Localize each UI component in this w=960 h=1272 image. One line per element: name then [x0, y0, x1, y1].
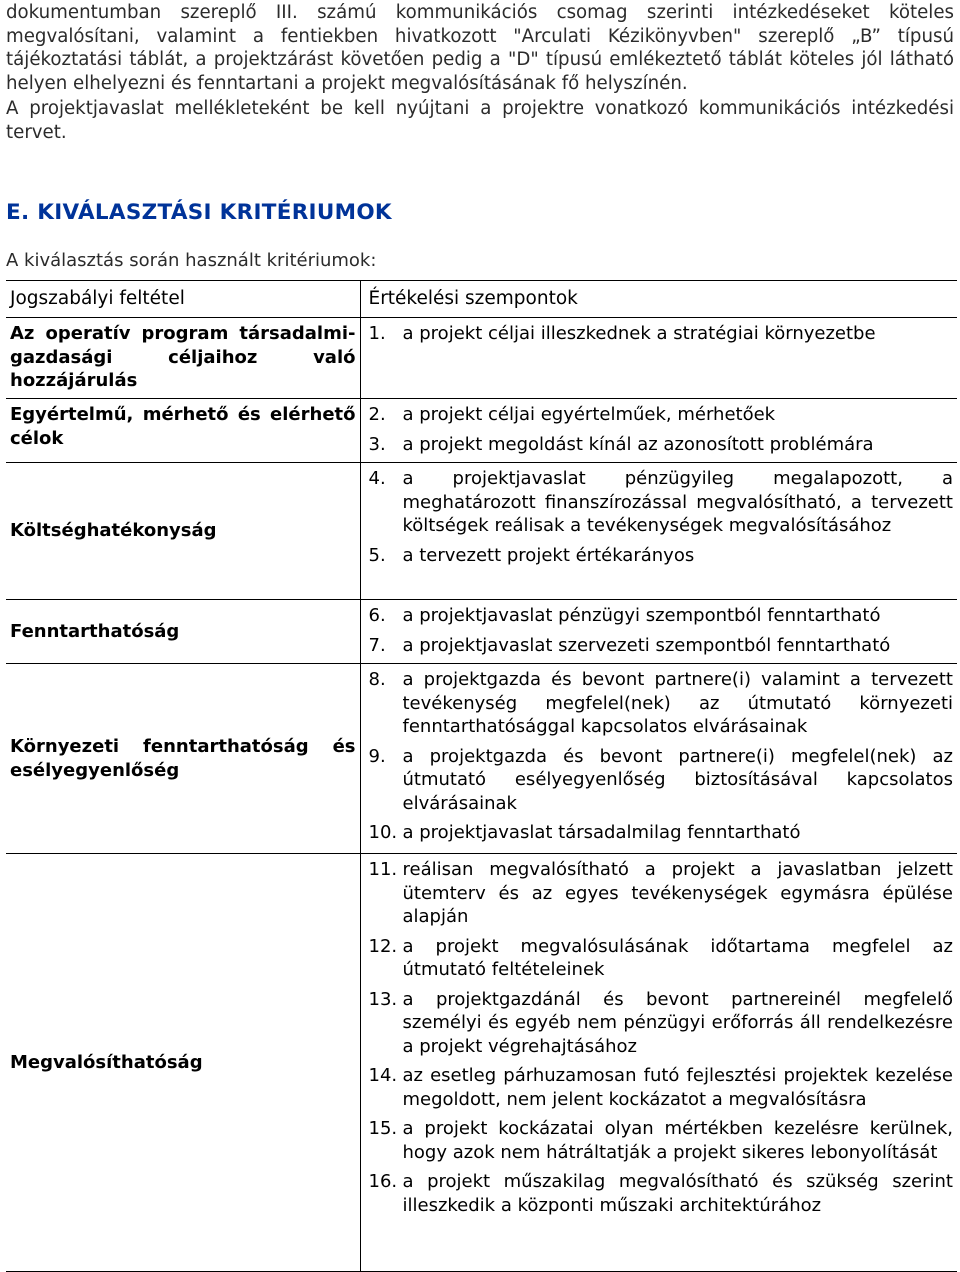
- criterion-item: [369, 322, 954, 346]
- criteria-table: [6, 280, 957, 1272]
- header-evaluation-aspects: Értékelési szempontok: [360, 281, 957, 318]
- criterion-text: a projektgazda és bevont partnere(i) valamint a tervezett tevékenység megfelel(nek) az útmutató környezeti fenntarthatósággal kapcsolatos elvárásainak: [402, 669, 953, 738]
- criterion-number: 2.: [368, 404, 386, 426]
- section-title: E. KIVÁLASZTÁSI KRITÉRIUMOK: [6, 199, 392, 225]
- criteria-cell: [360, 854, 957, 1272]
- condition-cell: Az operatív program társadalmi-gazdasági céljaihoz való hozzájárulás: [6, 318, 360, 399]
- criterion-text: a tervezett projekt értékarányos: [402, 544, 695, 566]
- criterion-item: [369, 1064, 954, 1111]
- condition-cell: Költséghatékonyság: [6, 463, 360, 600]
- table-row: [6, 664, 957, 854]
- criteria-cell: [360, 463, 957, 600]
- criterion-text: a projekt kockázatai olyan mértékben kezelésre kerülnek, hogy azok nem hátráltatják a projekt sikeres lebonyolítását: [402, 1118, 953, 1163]
- intro-text: [6, 0, 954, 145]
- criteria-cell: [360, 600, 957, 664]
- criterion-item: [369, 1170, 954, 1217]
- criterion-item: [369, 1117, 954, 1164]
- criterion-number: 12.: [368, 935, 398, 957]
- intro-paragraph: A projektjavaslat mellékleteként be kell nyújtani a projektre vonatkozó kommunikációs intézkedési tervet.: [6, 98, 954, 143]
- criterion-number: 6.: [368, 605, 386, 627]
- criterion-item: [369, 668, 954, 739]
- criterion-item: [369, 988, 954, 1059]
- condition-cell: Egyértelmű, mérhető és elérhető célok: [6, 399, 360, 463]
- criterion-text: a projektjavaslat szervezeti szempontból fenntartható: [402, 634, 891, 656]
- criterion-item: [369, 403, 954, 427]
- criterion-item: [369, 433, 954, 457]
- condition-cell: Környezeti fenntarthatóság és esélyegyenlőség: [6, 664, 360, 854]
- criterion-number: 1.: [368, 323, 386, 345]
- criterion-number: 4.: [368, 468, 386, 490]
- table-row: [6, 318, 957, 399]
- criterion-number: 14.: [368, 1065, 398, 1087]
- table-row: [6, 463, 957, 600]
- criteria-cell: [360, 664, 957, 854]
- table-header-row: [6, 281, 957, 318]
- criterion-text: az esetleg párhuzamosan futó fejlesztési projektek kezelése megoldott, nem jelent kockázatot a megvalósításra: [402, 1065, 953, 1110]
- section-lead: A kiválasztás során használt kritériumok:: [6, 249, 377, 271]
- criterion-text: a projektjavaslat pénzügyileg megalapozott, a meghatározott finanszírozással megvalósítható, a tervezett költségek reálisak a tevékenységek megvalósításához: [402, 468, 953, 537]
- criterion-number: 8.: [368, 669, 386, 691]
- criterion-item: [369, 745, 954, 816]
- intro-paragraph: dokumentumban szereplő III. számú kommunikációs csomag szerinti intézkedéseket köteles megvalósítani, valamint a fentiekben hivatkozott "Arculati Kézikönyvben" szereplő „B” típusú tájékoztatási táblát, a projektzárást követően pedig a "D" típusú emlékeztető táblát köteles jól látható helyen elhelyezni és fenntartani a projekt megvalósításának fő helyszínén.: [6, 2, 954, 94]
- condition-cell: Fenntarthatóság: [6, 600, 360, 664]
- criterion-item: [369, 604, 954, 628]
- criterion-text: a projektjavaslat társadalmilag fenntartható: [402, 822, 801, 844]
- criterion-text: a projektgazda és bevont partnere(i) megfelel(nek) az útmutató esélyegyenlőség biztosításával kapcsolatos elvárásainak: [402, 745, 953, 814]
- criterion-item: [369, 544, 954, 568]
- criterion-item: [369, 935, 954, 982]
- criterion-number: 9.: [368, 745, 386, 767]
- criterion-number: 16.: [368, 1171, 398, 1193]
- criterion-number: 13.: [368, 988, 398, 1010]
- condition-cell: Megvalósíthatóság: [6, 854, 360, 1272]
- criterion-text: a projekt céljai illeszkednek a stratégiai környezetbe: [402, 323, 876, 345]
- criterion-item: [369, 858, 954, 929]
- table-row: [6, 854, 957, 1272]
- criterion-text: a projekt megoldást kínál az azonosított problémára: [402, 433, 874, 455]
- table-row: [6, 600, 957, 664]
- criterion-text: a projektjavaslat pénzügyi szempontból fenntartható: [402, 605, 881, 627]
- criterion-text: a projekt megvalósulásának időtartama megfelel az útmutató feltételeinek: [402, 935, 953, 981]
- criterion-number: 15.: [368, 1118, 398, 1140]
- header-legal-condition: Jogszabályi feltétel: [6, 281, 360, 318]
- criterion-item: [369, 821, 954, 845]
- criterion-text: a projekt céljai egyértelműek, mérhetőek: [402, 404, 776, 426]
- criterion-item: [369, 634, 954, 658]
- criteria-cell: [360, 399, 957, 463]
- table-row: [6, 399, 957, 463]
- criterion-text: reálisan megvalósítható a projekt a javaslatban jelzett ütemterv és az egyes tevékenységek egymásra épülése alapján: [402, 859, 953, 928]
- criterion-number: 3.: [368, 433, 386, 455]
- criterion-number: 7.: [368, 634, 386, 656]
- criterion-text: a projektgazdánál és bevont partnereinél megfelelő személyi és egyéb nem pénzügyi erőforrás áll rendelkezésre a projekt végrehajtásához: [402, 988, 953, 1057]
- criteria-cell: [360, 318, 957, 399]
- criterion-number: 5.: [368, 544, 386, 566]
- criterion-number: 11.: [368, 859, 398, 881]
- criterion-text: a projekt műszakilag megvalósítható és szükség szerint illeszkedik a központi műszaki architektúrához: [402, 1171, 953, 1216]
- criterion-item: [369, 467, 954, 538]
- criterion-number: 10.: [368, 822, 398, 844]
